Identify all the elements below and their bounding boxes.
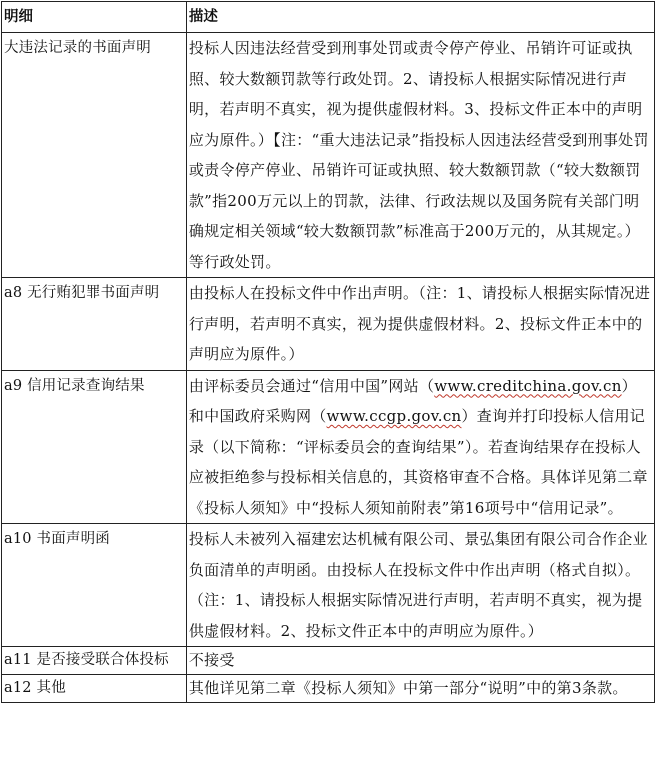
- row-description: 投标人未被列入福建宏达机械有限公司、景弘集团有限公司合作企业负面清单的声明函。由投标人在投标文件中作出声明（格式自拟）。（注：1、请投标人根据实际情况进行声明，若声明不真实，视为提供虚假材料。2、投标文件正本中的声明应为原件。）: [186, 524, 654, 647]
- header-description: 描述: [186, 2, 654, 33]
- desc-text: ）查询并打印投标人信用记录（以下简称：“评标委员会的查询结果”）。若查询结果存在投标人应被拒绝参与投标相关信息的，其资格审查不合格。具体详见第二章《投标人须知》中“投标人须知前附表”第16项号中“信用记录”。: [188, 407, 648, 517]
- ccgp-link[interactable]: www.ccgp.gov.cn: [326, 407, 462, 425]
- row-item-label: a9 信用记录查询结果: [2, 370, 187, 524]
- row-item-label: a8 无行贿犯罪书面声明: [2, 278, 187, 371]
- row-item-label: a10 书面声明函: [2, 524, 187, 647]
- row-description: 投标人因违法经营受到刑事处罚或责令停产停业、吊销许可证或执照、较大数额罚款等行政处罚。2、请投标人根据实际情况进行声明，若声明不真实，视为提供虚假材料。3、投标文件正本中的声明应为原件。）【注：“重大违法记录”指投标人因违法经营受到刑事处罚或责令停产停业、吊销许可证或执照、较大数额罚款（“较大数额罚款”指200万元以上的罚款，法律、行政法规以及国务院有关部门明确规定相关领域“较大数额罚款”标准高于200万元的，从其规定。）等行政处罚。: [186, 33, 654, 278]
- row-item-label: a11 是否接受联合体投标: [2, 647, 187, 675]
- row-item-label: a12 其他: [2, 675, 187, 703]
- row-description: 其他详见第二章《投标人须知》中第一部分“说明”中的第3条款。: [186, 675, 654, 703]
- header-item: 明细: [2, 2, 187, 33]
- desc-text: 由评标委员会通过“信用中国”网站（: [188, 376, 435, 395]
- row-description: 由投标人在投标文件中作出声明。（注：1、请投标人根据实际情况进行声明，若声明不真实，视为提供虚假材料。2、投标文件正本中的声明应为原件。）: [186, 278, 654, 371]
- table-row: [2, 33, 655, 278]
- desc-text: ）和中国政府采购网（: [188, 376, 637, 425]
- row-item-label: 大违法记录的书面声明: [2, 33, 187, 278]
- row-description: 不接受: [186, 647, 654, 675]
- requirements-table: [1, 1, 655, 703]
- table-header-row: [2, 2, 655, 33]
- table-row: [2, 370, 655, 524]
- row-description: [186, 370, 654, 524]
- creditchina-link[interactable]: www.creditchina.gov.cn: [434, 376, 622, 395]
- table-row: [2, 278, 655, 371]
- table-row: [2, 524, 655, 647]
- table-row: [2, 647, 655, 675]
- table-row: [2, 675, 655, 703]
